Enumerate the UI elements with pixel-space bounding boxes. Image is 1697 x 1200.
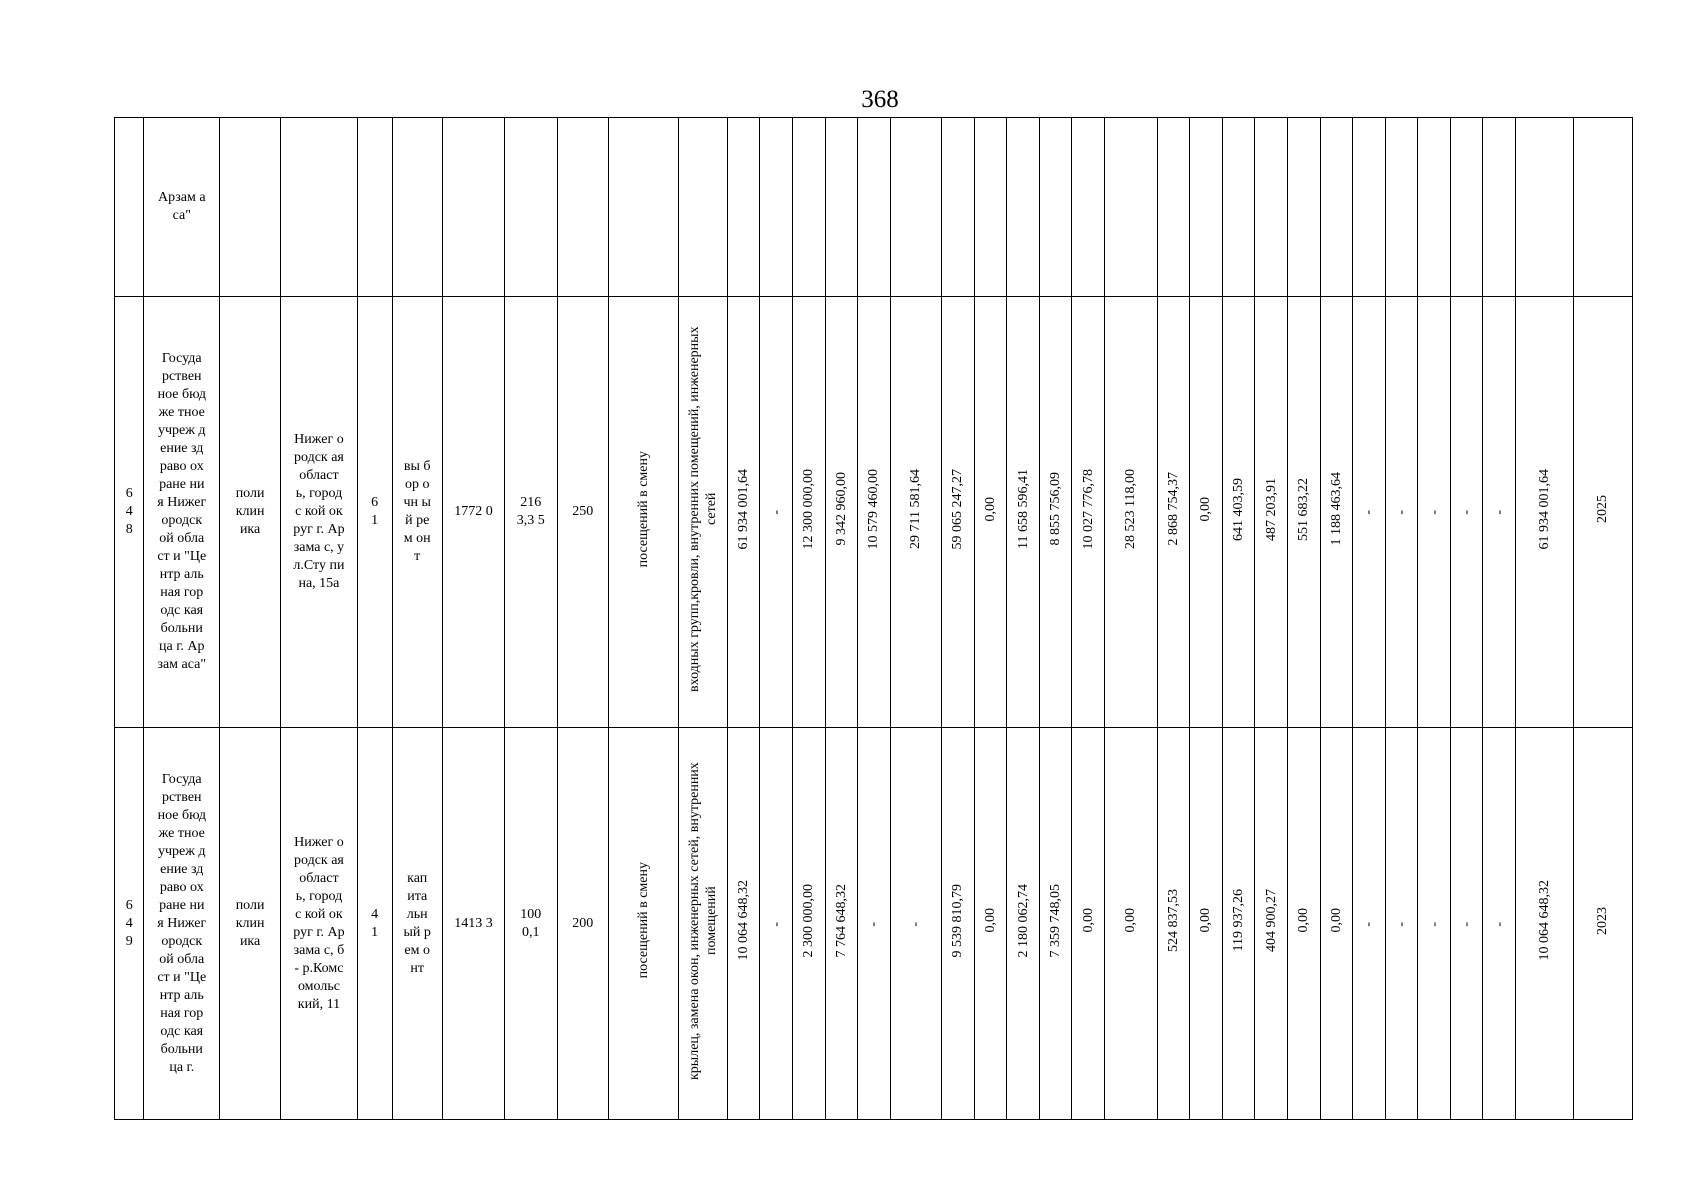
repair-type: вы бор очн ый рем онт	[403, 459, 431, 564]
value-d4: -	[1459, 921, 1475, 927]
final-total: 61 934 001,64	[1536, 468, 1552, 550]
value-c4: 10 579 460,00	[866, 468, 882, 550]
completion-year: 2023	[1595, 906, 1611, 935]
repair-type: кап ита льн ый рем онт	[403, 870, 431, 976]
value-c3: 7 764 648,32	[833, 883, 849, 958]
value-c7: 0,00	[983, 496, 999, 522]
value-d4: -	[1459, 510, 1475, 515]
value-c14: 119 937,26	[1231, 889, 1247, 952]
value-c3: 9 342 960,00	[833, 472, 849, 546]
area: 216 3,3 5	[516, 495, 545, 528]
value-c16: 551 683,22	[1296, 477, 1312, 541]
total-cost: 10 064 648,32	[736, 880, 752, 961]
value-c4: -	[866, 921, 882, 927]
row-number: 6 4 8	[125, 486, 133, 537]
value-c10: 10 027 776,78	[1080, 468, 1096, 550]
page-number: 368	[861, 86, 899, 113]
total-cost: 61 934 001,64	[736, 468, 752, 550]
value-c9: 8 855 756,09	[1048, 472, 1064, 546]
value-c14: 641 403,59	[1231, 477, 1247, 541]
value-d3: -	[1426, 510, 1442, 515]
value-c9: 7 359 748,05	[1048, 883, 1064, 958]
capacity: 250	[572, 504, 594, 519]
works-description: входных групп,кровли, внутренних помещений, инженерных сетей	[687, 326, 720, 692]
facility-type: поли клин ика	[235, 897, 265, 949]
value-c17: 0,00	[1328, 908, 1344, 933]
value-c10: 0,00	[1080, 908, 1096, 933]
value-c1: -	[768, 510, 784, 515]
value-c6: 9 539 810,79	[950, 883, 966, 958]
value-d3: -	[1426, 921, 1442, 927]
value-d1: -	[1361, 921, 1377, 927]
capacity-unit: посещений в смену	[636, 450, 652, 568]
org-name: Госуда рствен ное бюдже тное учреж дение здраво охране ния Нижег ородск ой област и "Центр альная городс кая больни ца г. Арзам аса"	[157, 351, 207, 672]
value-c5: -	[908, 921, 924, 927]
value-c12: 2 868 754,37	[1165, 472, 1181, 546]
value-c8: 2 180 062,74	[1015, 883, 1031, 958]
org-name-tail: Арзам аса"	[157, 190, 206, 223]
table-row	[115, 728, 1633, 1120]
value-c15: 487 203,91	[1263, 477, 1279, 541]
table-row	[115, 297, 1633, 728]
value-d2: -	[1393, 921, 1409, 927]
value-c2: 2 300 000,00	[801, 883, 817, 958]
facility-type: поли клин ика	[235, 486, 265, 537]
value-c11: 28 523 118,00	[1123, 469, 1139, 549]
org-name: Госуда рствен ное бюдже тное учреж дение здраво охране ния Нижег ородск ой област и "Центр альная городс кая больни ца г.	[157, 771, 207, 1075]
value-c12: 524 837,53	[1165, 889, 1181, 952]
floors: 6 1	[371, 495, 379, 528]
value-d5: -	[1491, 510, 1507, 515]
table-row-continuation	[115, 118, 1633, 297]
value-c17: 1 188 463,64	[1328, 472, 1344, 546]
works-description: крылец, замена окон, инженерных сетей, внутренних помещений	[687, 761, 720, 1080]
address: Нижег ородск ая област ь, городс кой округ г. Арзама с, ул.Сту пина, 15а	[293, 432, 345, 591]
value-c15: 404 900,27	[1263, 889, 1279, 952]
value-c6: 59 065 247,27	[950, 468, 966, 550]
year-built: 1413 3	[454, 915, 493, 931]
value-c11: 0,00	[1123, 908, 1139, 933]
floors: 4 1	[371, 906, 379, 940]
value-c1: -	[768, 921, 784, 927]
year-built: 1772 0	[454, 504, 493, 519]
value-d5: -	[1491, 921, 1507, 927]
value-d1: -	[1361, 510, 1377, 515]
value-c7: 0,00	[983, 908, 999, 933]
address: Нижег ородск ая област ь, городс кой округ г. Арзама с, б- р.Комс омольс кий, 11	[293, 834, 345, 1012]
value-c5: 29 711 581,64	[908, 469, 924, 549]
value-d2: -	[1393, 510, 1409, 515]
value-c13: 0,00	[1198, 496, 1214, 522]
value-c16: 0,00	[1296, 908, 1312, 933]
final-total: 10 064 648,32	[1536, 880, 1552, 961]
capacity: 200	[572, 915, 594, 931]
value-c8: 11 658 596,41	[1015, 469, 1031, 549]
value-c2: 12 300 000,00	[801, 468, 817, 550]
completion-year: 2025	[1595, 495, 1611, 523]
row-number: 6 4 9	[125, 897, 133, 949]
capacity-unit: посещений в смену	[636, 862, 652, 979]
area: 100 0,1	[520, 906, 542, 940]
budget-table	[114, 117, 1633, 1120]
value-c13: 0,00	[1198, 908, 1214, 933]
